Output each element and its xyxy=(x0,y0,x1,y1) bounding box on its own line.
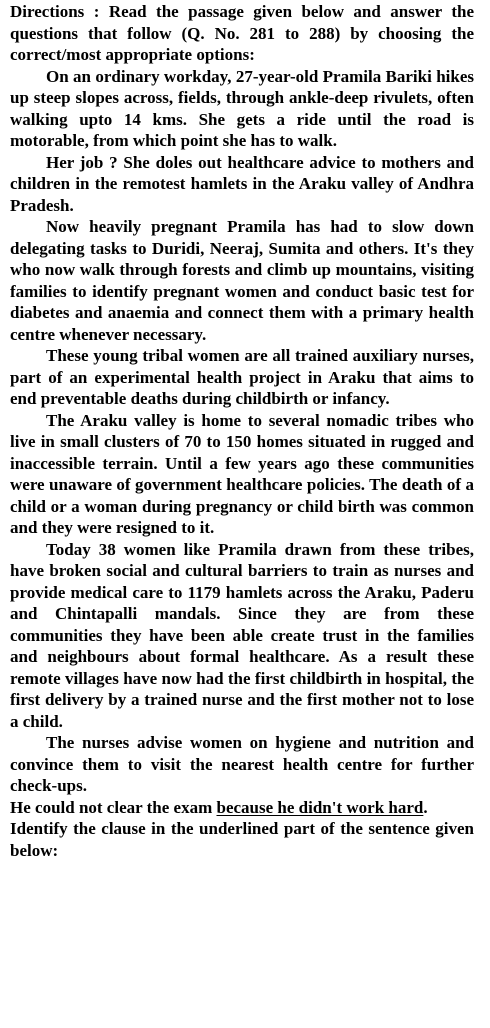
passage-paragraph-6: Today 38 women like Pramila drawn from these tribes, have broken social and cultural barriers to train as nurses and provide medical care to 1179 hamlets across the Araku, Paderu and Chintapalli mandals. Since they are from these communities they have been able create trust in the families and neighbours about formal healthcare. As a result these remote villages have now had the first childbirth in hospital, the first delivery by a trained nurse and the first mother not to lose a child. xyxy=(10,539,474,731)
directions-text: Directions : Read the passage given below and answer the questions that follow (Q. No. 281 to 288) by choosing the correct/most appropriate options: xyxy=(10,2,474,64)
passage-paragraph-2: Her job ? She doles out healthcare advice to mothers and children in the remotest hamlets in the Araku valley of Andhra Pradesh. xyxy=(10,152,474,215)
passage-paragraph-1: On an ordinary workday, 27-year-old Pramila Bariki hikes up steep slopes across, fields, through ankle-deep rivulets, often walking upto 14 kms. She gets a ride until the road is motorable, from which point she has to walk. xyxy=(10,66,474,150)
passage-paragraph-7: The nurses advise women on hygiene and nutrition and convince them to visit the nearest health centre for further check-ups. xyxy=(10,733,474,795)
question-sentence xyxy=(10,797,474,819)
passage-paragraph-4: These young tribal women are all trained auxiliary nurses, part of an experimental health project in Araku that aims to end preventable deaths during childbirth or infancy. xyxy=(10,346,474,408)
question-sentence-end: . xyxy=(423,797,428,817)
question-instruction: Identify the clause in the underlined part of the sentence given below: xyxy=(10,819,474,860)
question-underlined-clause: because he didn't work hard xyxy=(216,797,424,817)
passage-paragraph-3: Now heavily pregnant Pramila has had to slow down delegating tasks to Duridi, Neeraj, Sumita and others. It's they who now walk through forests and climb up mountains, visiting families to identify pregnant women and conduct basic test for diabetes and anaemia and connect them with a primary health centre whenever necessary. xyxy=(10,217,474,344)
question-sentence-start: He could not clear the exam xyxy=(10,797,217,817)
passage-paragraph-5: The Araku valley is home to several nomadic tribes who live in small clusters of 70 to 150 homes situated in rugged and inaccessible terrain. Until a few years ago these communities were unaware of government healthcare policies. The death of a child or a woman during pregnancy or child birth was common and they were resigned to it. xyxy=(10,410,474,537)
